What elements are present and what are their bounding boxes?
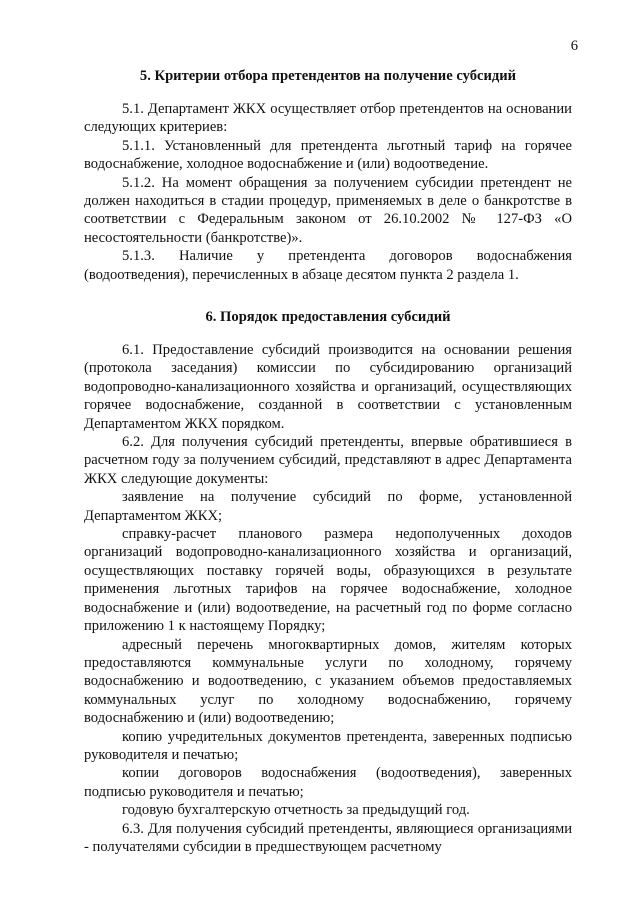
list-item-charter-docs: копию учредительных документов претендента, заверенных подписью руководителя и печатью; [84,728,572,763]
paragraph-5-1: 5.1. Департамент ЖКХ осуществляет отбор претендентов на основании следующих критериев: [84,101,572,136]
section-6-body [84,341,572,856]
list-item-contracts: копии договоров водоснабжения (водоотведения), заверенных подписью руководителя и печатью; [84,765,572,800]
paragraph-6-1: 6.1. Предоставление субсидий производится на основании решения (протокола заседания) комиссии по субсидированию организаций водопроводно-канализационного хозяйства и организаций, осуществляющих горячее водоснабжение, созданной в соответствии с установленным Департаментом ЖКХ порядком. [84,342,572,432]
paragraph-6-2: 6.2. Для получения субсидий претенденты, впервые обратившиеся в расчетном году за получением субсидий, представляют в адрес Департамента ЖКХ следующие документы: [84,434,572,487]
paragraph-5-1-2: 5.1.2. На момент обращения за получением субсидии претендент не должен находиться в стадии процедур, применяемых в деле о банкротстве в соответствии с Федеральным законом от 26.10.2002 № 127-ФЗ «О несостоятельности (банкротстве)». [84,174,572,246]
list-item-application: заявление на получение субсидий по форме, установленной Департаментом ЖКХ; [84,489,572,524]
paragraph-6-3: 6.3. Для получения субсидий претенденты, являющиеся организациями - получателями субсидии в предшествующем расчетному [84,820,572,855]
section-5-body [84,100,572,284]
list-item-calculation: справку-расчет планового размера недополученных доходов организаций водопроводно-канализационного хозяйства и организаций, осуществляющих поставку горячей воды, образующихся в результате применения льготных тарифов на горячее водоснабжение, холодное водоснабжение и (или) водоотведение, на расчетный год по форме согласно приложению 1 к настоящему Порядку; [84,526,572,635]
list-item-address-list: адресный перечень многоквартирных домов, жителям которых предоставляются коммунальные услуги по холодному, горячему водоснабжению и водоотведению, с указанием объемов предоставляемых коммунальных услуг по холодному водоснабжению, горячему водоснабжению и (или) водоотведению; [84,636,572,727]
page-number: 6 [570,38,578,54]
list-item-accounting: годовую бухгалтерскую отчетность за предыдущий год. [122,802,470,819]
section-6-heading: 6. Порядок предоставления субсидий [205,309,451,325]
paragraph-5-1-1: 5.1.1. Установленный для претендента льготный тариф на горячее водоснабжение, холодное водоснабжение и (или) водоотведение. [84,137,572,173]
paragraph-5-1-3: 5.1.3. Наличие у претендента договоров водоснабжения (водоотведения), перечисленных в абзаце десятом пункта 2 раздела 1. [84,248,572,283]
section-5-heading: 5. Критерии отбора претендентов на получение субсидий [139,68,517,84]
